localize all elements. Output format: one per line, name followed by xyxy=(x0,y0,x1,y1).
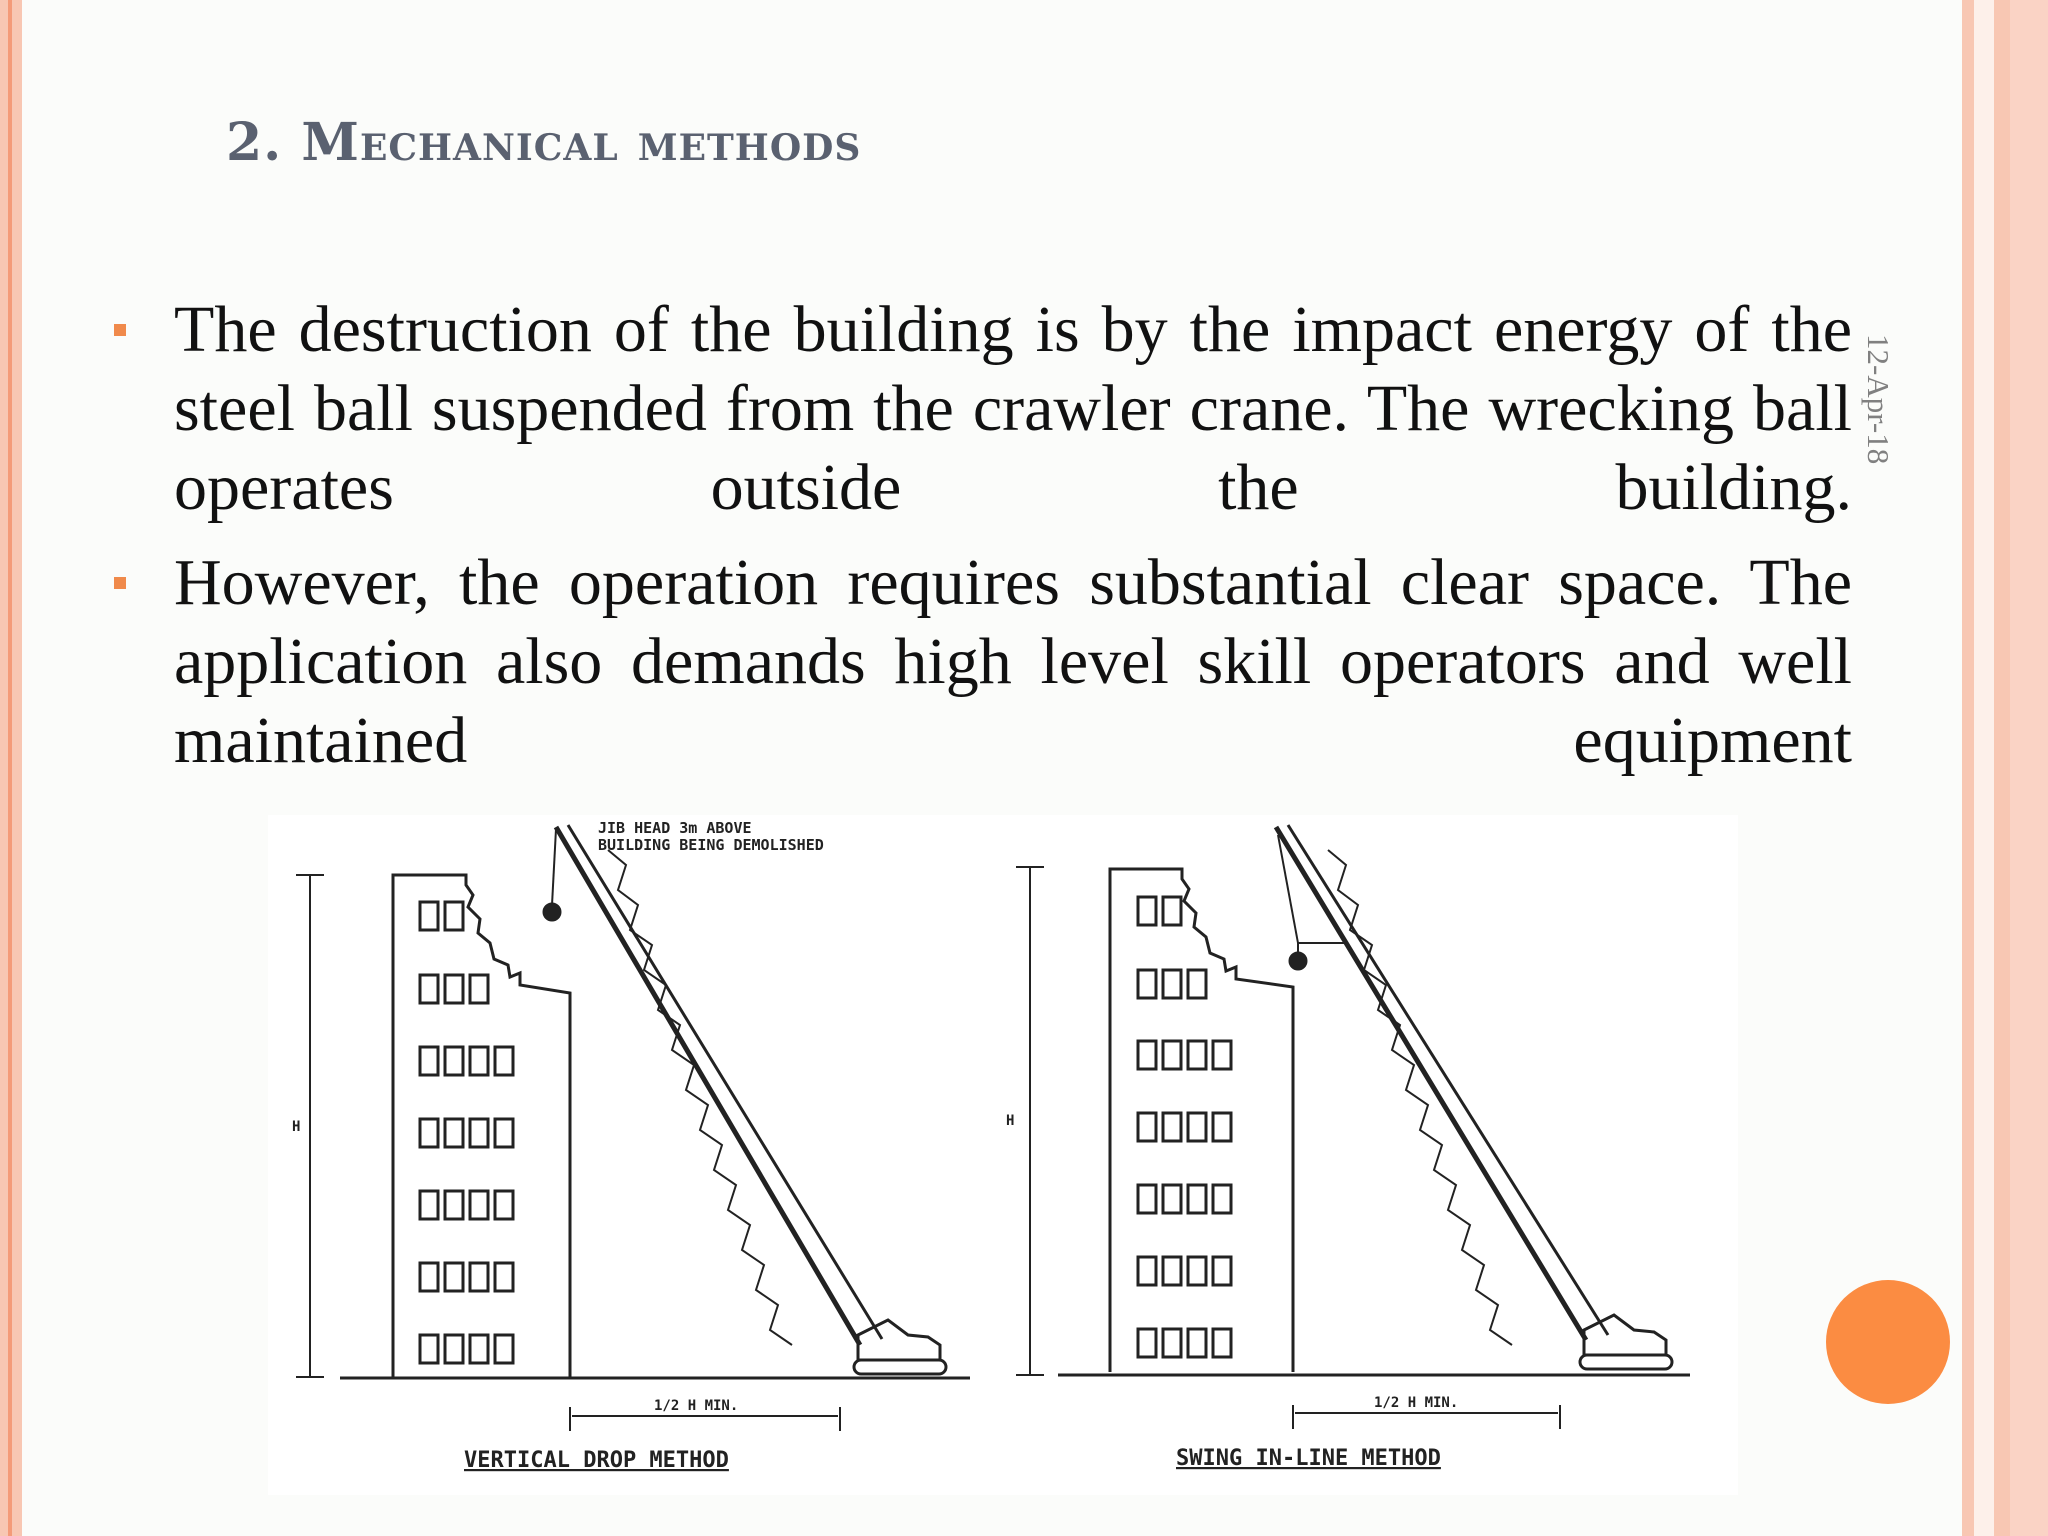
bullet-text: The destruction of the building is by the impact energy of the steel ball suspended from the crawler crane. The wrecking ball operates outside the building. xyxy=(174,293,1852,524)
building-windows xyxy=(1138,897,1231,1357)
right-border-inner xyxy=(1962,0,1974,1536)
orange-circle-decoration xyxy=(1826,1280,1950,1404)
height-label: H xyxy=(1006,1113,1015,1129)
right-border-middle xyxy=(1994,0,2010,1536)
bullet-item xyxy=(112,290,1852,527)
building-windows xyxy=(420,902,513,1363)
bullet-square-icon xyxy=(114,577,126,589)
vertical-drop-caption: VERTICAL DROP METHOD xyxy=(464,1448,729,1473)
left-border-line xyxy=(8,0,12,1536)
demolition-methods-figure xyxy=(268,815,1738,1495)
crane-diagram xyxy=(268,815,1738,1495)
slide-date: 12-Apr-18 xyxy=(1861,334,1896,465)
bullet-square-icon xyxy=(114,324,126,336)
bullet-text: However, the operation requires substantial clear space. The application also demands high level skill operators and well maintained equipment xyxy=(174,546,1852,777)
jib-note-line1: JIB HEAD 3m ABOVE xyxy=(598,819,752,837)
distance-label: 1/2 H MIN. xyxy=(654,1398,739,1414)
slide-title: 2. Mechanical methods xyxy=(226,112,862,173)
distance-label: 1/2 H MIN. xyxy=(1374,1395,1459,1411)
jib-note-line2: BUILDING BEING DEMOLISHED xyxy=(598,836,824,854)
bullet-item xyxy=(112,543,1852,780)
vertical-drop-diagram xyxy=(296,825,970,1431)
swing-in-line-caption: SWING IN-LINE METHOD xyxy=(1176,1446,1441,1471)
right-border-outer xyxy=(2010,0,2048,1536)
right-border-gap xyxy=(1974,0,1994,1536)
bullet-list xyxy=(112,290,1852,796)
height-label: H xyxy=(292,1119,301,1135)
swing-in-line-diagram xyxy=(1016,825,1690,1429)
